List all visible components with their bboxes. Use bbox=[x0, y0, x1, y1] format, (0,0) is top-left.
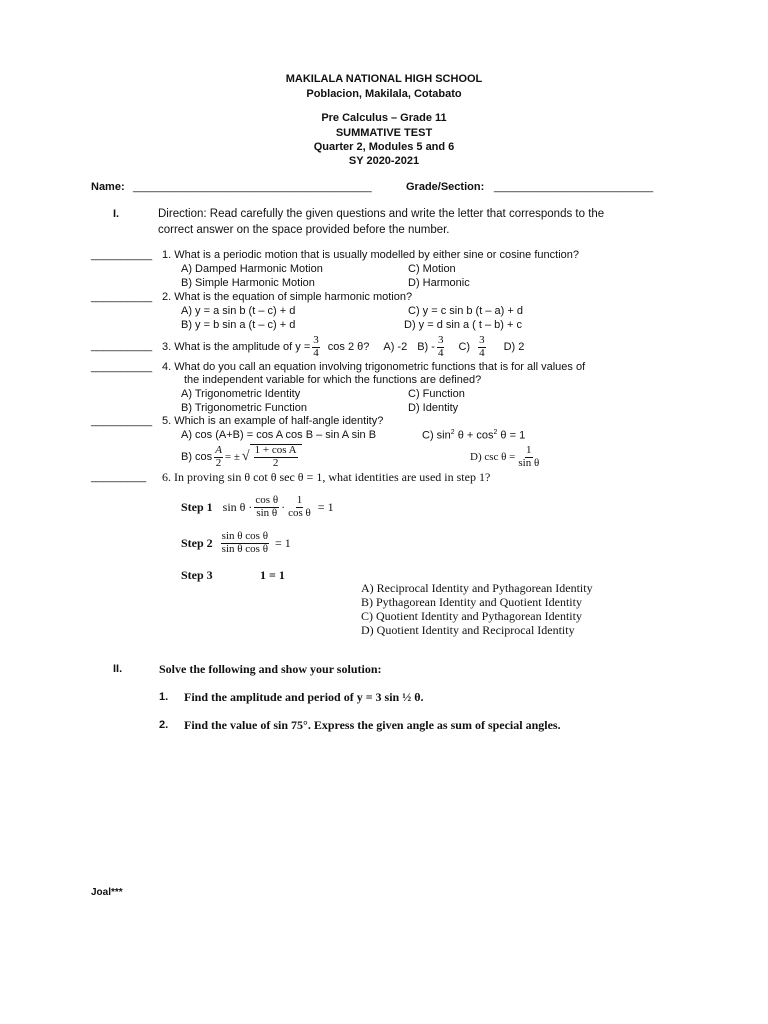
question-3 bbox=[162, 332, 524, 362]
part-2-direction: Solve the following and show your solution: bbox=[159, 662, 382, 676]
part-2-item-1: Find the amplitude and period of y = 3 sin ½ θ. bbox=[184, 690, 424, 704]
test-title: SUMMATIVE TEST bbox=[335, 127, 433, 139]
question-5: 5. Which is an example of half-angle identity? bbox=[162, 415, 384, 427]
school-address: Poblacion, Makilala, Cotabato bbox=[306, 88, 462, 100]
q1-option-d: D) Harmonic bbox=[408, 277, 470, 289]
question-6: 6. In proving sin θ cot θ sec θ = 1, what identities are used in step 1? bbox=[162, 470, 491, 484]
q3-expression: cos 2 θ? bbox=[327, 341, 370, 353]
quarter-info: Quarter 2, Modules 5 and 6 bbox=[313, 141, 455, 153]
q5-option-d: D) csc θ = $\frac{1}{\text{sin θ}}$ bbox=[470, 443, 540, 469]
answer-blank-q3[interactable]: __________ bbox=[91, 340, 153, 352]
q4-option-b: B) Trigonometric Function bbox=[181, 402, 307, 414]
question-2: 2. What is the equation of simple harmonic motion? bbox=[162, 291, 413, 303]
q3-option-b-fraction: $\frac{3}{4}$ bbox=[437, 333, 444, 359]
q5-d-fraction: $\frac{1}{\text{sin θ}}$ bbox=[518, 443, 540, 469]
name-label: Name: bbox=[91, 181, 125, 193]
step-2-fraction: $\frac{\text{sin θ cos θ}}{\text{sin θ cos θ}}$ bbox=[221, 529, 268, 555]
name-field[interactable]: _______________________________________ bbox=[133, 181, 372, 193]
q5-option-a: A) cos (A+B) = cos A cos B – sin A sin B bbox=[181, 429, 377, 441]
part-2-item-1-number: 1. bbox=[159, 691, 169, 703]
q5-option-c: C) $\sin^2 \theta + \cos^2 \theta = 1$ bbox=[422, 429, 526, 442]
question-4: 4. What do you call an equation involving trigonometric functions that is for all values of bbox=[162, 361, 586, 373]
q5-b-radical-fraction: $\frac{\text{1 + cos A}}{2}$ bbox=[254, 444, 297, 469]
q1-option-b: B) Simple Harmonic Motion bbox=[181, 277, 315, 289]
q2-option-c: C) y = c sin b (t – a) + d bbox=[408, 305, 523, 317]
q5-b-fraction: $\frac{A}{2}$ bbox=[215, 443, 222, 469]
step-2-label: Step 2 bbox=[181, 535, 213, 550]
step-2: Step 2 $\frac{\text{sin θ cos θ}}{\text{sin θ cos θ}}$ = 1 bbox=[181, 529, 291, 555]
q3-option-b: B) - bbox=[417, 341, 435, 353]
part-2-item-2: Find the value of sin 75°. Express the given angle as sum of special angles. bbox=[184, 718, 561, 732]
q3-prefix: 3. What is the amplitude of y = bbox=[162, 341, 311, 353]
question-4-cont: the independent variable for which the functions are defined? bbox=[184, 374, 482, 386]
step-3-equation: 1 = 1 bbox=[260, 568, 285, 582]
question-1: 1. What is a periodic motion that is usually modelled by either sine or cosine function? bbox=[162, 249, 579, 261]
q1-option-c: C) Motion bbox=[408, 263, 456, 275]
q6-option-c: C) Quotient Identity and Pythagorean Identity bbox=[361, 609, 582, 623]
answer-blank-q5[interactable]: __________ bbox=[91, 415, 153, 427]
school-name: MAKILALA NATIONAL HIGH SCHOOL bbox=[285, 73, 483, 85]
q6-option-a: A) Reciprocal Identity and Pythagorean Identity bbox=[361, 581, 593, 595]
part-2-numeral: II. bbox=[113, 663, 123, 675]
q3-option-c-fraction: $\frac{3}{4}$ bbox=[479, 333, 485, 359]
q6-option-b: B) Pythagorean Identity and Quotient Identity bbox=[361, 595, 582, 609]
q3-option-c: C) bbox=[458, 341, 471, 353]
step-1-fraction-2: $\frac{1}{\text{cos θ}}$ bbox=[288, 493, 311, 519]
answer-blank-q2[interactable]: __________ bbox=[91, 291, 153, 303]
subject-title: Pre Calculus – Grade 11 bbox=[321, 112, 447, 124]
q5-option-b: B) cos $\frac{A}{2}$ = ± √ $\frac{\text{1 + cos A}}{2}$ bbox=[181, 443, 302, 471]
q3-option-d: D) 2 bbox=[503, 341, 525, 353]
step-1-label: Step 1 bbox=[181, 499, 213, 514]
q3-fraction: $\frac{3}{4}$ bbox=[313, 333, 319, 359]
grade-section-label: Grade/Section: bbox=[406, 181, 485, 193]
q4-option-a: A) Trigonometric Identity bbox=[181, 388, 301, 400]
answer-blank-q1[interactable]: __________ bbox=[91, 249, 153, 261]
author-signature: Joal*** bbox=[91, 887, 123, 898]
part-2-item-2-number: 2. bbox=[159, 719, 169, 731]
q2-option-a: A) y = a sin b (t – c) + d bbox=[181, 305, 296, 317]
step-1-fraction-1: $\frac{\text{cos θ}}{\text{sin θ}}$ bbox=[255, 493, 279, 519]
q1-option-a: A) Damped Harmonic Motion bbox=[181, 263, 323, 275]
answer-blank-q6[interactable]: _________ bbox=[91, 471, 147, 483]
part-1-direction: Direction: Read carefully the given questions and write the letter that corresponds to the bbox=[158, 208, 605, 220]
q3-option-a: A) -2 bbox=[383, 341, 408, 353]
q4-option-d: D) Identity bbox=[408, 402, 459, 414]
school-year: SY 2020-2021 bbox=[348, 155, 420, 167]
q4-option-c: C) Function bbox=[408, 388, 465, 400]
q2-option-b: B) y = b sin a (t – c) + d bbox=[181, 319, 296, 331]
part-1-numeral: I. bbox=[113, 208, 120, 220]
answer-blank-q4[interactable]: __________ bbox=[91, 361, 153, 373]
q6-option-d: D) Quotient Identity and Reciprocal Identity bbox=[361, 623, 575, 637]
step-1: Step 1 sin θ · $\frac{\text{cos θ}}{\text{sin θ}}$ · $\frac{1}{\text{cos θ}}$ = 1 bbox=[181, 493, 334, 519]
step-3-label: Step 3 bbox=[181, 568, 213, 582]
grade-section-field[interactable]: __________________________ bbox=[494, 181, 654, 193]
q2-option-d: D) y = d sin a ( t – b) + c bbox=[404, 319, 522, 331]
part-1-direction-cont: correct answer on the space provided before the number. bbox=[158, 224, 450, 236]
